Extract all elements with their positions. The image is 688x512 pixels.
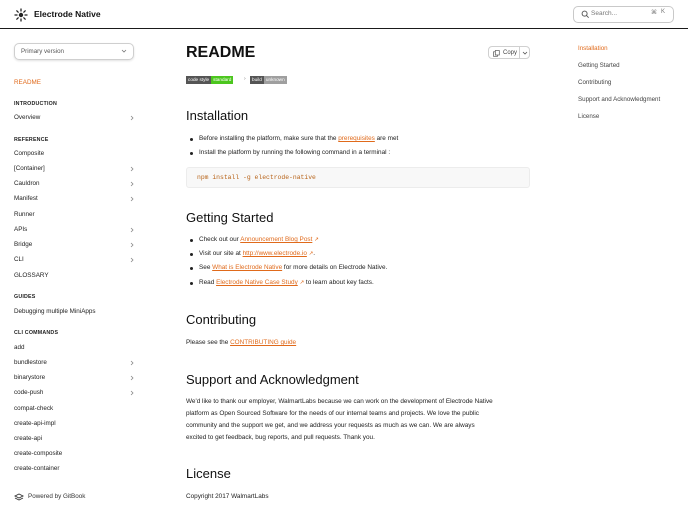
search-input[interactable] [573,6,674,23]
powered-by-gitbook[interactable]: Powered by GitBook [28,493,86,500]
sidebar-item-cauldron[interactable]: Cauldron [14,180,40,187]
badge-right: unknown [265,77,285,82]
page-title: README [186,44,256,61]
bullet-text: Visit our site at [199,250,243,257]
paragraph-line: community and the support we get, and we address your requests as much as we can. We are always [186,422,475,429]
toc-item-license[interactable]: License [578,113,600,120]
copy-divider [519,47,520,58]
bullet-text: are met [374,135,399,142]
chevron-right-icon[interactable] [129,196,135,202]
bullet-text: Install the platform by running the following command in a terminal : [199,149,391,156]
sidebar-item-create-api-impl[interactable]: create-api-impl [14,420,56,427]
sidebar-item-bundlestore[interactable]: bundlestore [14,359,47,366]
chevron-right-icon[interactable] [129,115,135,121]
toc-item-support[interactable]: Support and Acknowledgment [578,96,661,103]
sidebar-item-readme[interactable]: README [14,79,41,86]
badge-left: build [252,77,262,82]
chevron-right-icon[interactable] [129,242,135,248]
bullet-text: Read [199,279,217,286]
sidebar-item-create-api[interactable]: create-api [14,435,43,442]
sidebar-item-cli[interactable]: CLI [14,256,24,263]
list-item [199,279,374,286]
sidebar-item-create-container[interactable]: create-container [14,465,60,472]
badge-separator: › [244,76,246,82]
announcement-blog-link[interactable]: Announcement Blog Post [240,236,313,243]
license-text: Copyright 2017 WalmartLabs [186,493,269,500]
sidebar-item-debugging[interactable]: Debugging multiple MiniApps [14,308,96,315]
electrode-site-link[interactable]: http://www.electrode.io [242,250,307,257]
code-text: npm install -g electrode-native [197,174,316,181]
bullet-text: See [199,264,213,271]
contributing-text [186,337,526,349]
external-link-icon: ↗ [314,237,319,243]
chevron-right-icon[interactable] [129,181,135,187]
list-item [199,135,398,142]
list-item [199,149,390,156]
sidebar-item-binarystore[interactable]: binarystore [14,374,46,381]
badge-code-style[interactable] [186,76,233,84]
sidebar-item-composite[interactable]: Composite [14,150,45,157]
toc-item-getting-started[interactable]: Getting Started [578,62,620,69]
support-paragraph [186,396,526,444]
sidebar-item-code-push[interactable]: code-push [14,389,44,396]
chevron-right-icon[interactable] [129,227,135,233]
code-block[interactable] [186,167,530,188]
top-header [0,0,688,29]
shortcut-mod-key: ⌘ [651,10,657,16]
copy-button[interactable] [488,46,530,59]
gitbook-icon [14,492,24,502]
sidebar-item-container[interactable]: [Container] [14,165,45,172]
section-reference: REFERENCE [14,137,49,143]
badge-left: code style [188,77,210,82]
badge-right: standard [213,77,232,82]
list-item [199,236,319,243]
bullet-text: to learn about key facts. [304,279,374,286]
chevron-right-icon[interactable] [129,375,135,381]
sidebar-item-glossary[interactable]: GLOSSARY [14,272,49,279]
paragraph-text: Please see the [186,339,231,346]
sidebar-item-create-composite[interactable]: create-composite [14,450,63,457]
version-select[interactable] [14,43,134,60]
external-link-icon: ↗ [308,251,314,257]
heading-support: Support and Acknowledgment [186,372,359,387]
section-guides: GUIDES [14,294,36,300]
paragraph-line: excited to get feedback, bug reports, and pull requests. Thank you. [186,434,375,441]
chevron-down-icon[interactable] [522,50,528,56]
sidebar-item-bridge[interactable]: Bridge [14,241,33,248]
section-cli-commands: CLI COMMANDS [14,330,59,336]
bullet-text: Check out our [199,236,241,243]
bullet-text: for more details on Electrode Native. [282,264,388,271]
contributing-guide-link[interactable]: CONTRIBUTING guide [230,339,297,346]
section-introduction: INTRODUCTION [14,101,58,107]
bullet-text: . [313,250,316,257]
shortcut-key: K [661,9,666,15]
chevron-right-icon[interactable] [129,390,135,396]
sidebar-item-compat-check[interactable]: compat-check [14,405,54,412]
list-item [199,250,315,257]
chevron-right-icon[interactable] [129,360,135,366]
sidebar [0,30,150,512]
copy-icon [493,50,500,57]
heading-license: License [186,466,231,481]
copy-label: Copy [503,49,518,56]
brand-name[interactable]: Electrode Native [34,9,101,19]
sidebar-item-runner[interactable]: Runner [14,211,35,218]
heading-installation: Installation [186,108,249,123]
paragraph-line: We'd like to thank our employer, WalmartLabs because we can work on the development of Electrode Native [186,398,493,405]
bullet-text: Before installing the platform, make sure that the [199,135,339,142]
toc-item-contributing[interactable]: Contributing [578,79,612,86]
list-item [199,264,387,271]
what-is-electrode-link[interactable]: What is Electrode Native [212,264,283,271]
case-study-link[interactable]: Electrode Native Case Study [216,279,298,286]
chevron-right-icon[interactable] [129,257,135,263]
badge-build[interactable] [250,76,287,84]
electrode-logo-icon[interactable] [14,8,28,22]
paragraph-line: platform as Open Sourced Software for the needs of our internal teams and projects. We love the public [186,410,479,417]
sidebar-item-add[interactable]: add [14,344,25,351]
search-icon [581,10,590,19]
heading-getting-started: Getting Started [186,210,274,225]
sidebar-item-apis[interactable]: APIs [14,226,28,233]
toc-item-installation[interactable]: Installation [578,45,608,52]
prerequisites-link[interactable]: prerequisites [338,135,375,142]
heading-contributing: Contributing [186,312,257,327]
sidebar-item-overview[interactable]: Overview [14,114,41,121]
version-label: Primary version [21,48,64,55]
chevron-down-icon [121,48,127,54]
sidebar-item-manifest[interactable]: Manifest [14,195,38,202]
sidebar-footer[interactable] [0,484,150,512]
chevron-right-icon[interactable] [129,166,135,172]
external-link-icon: ↗ [299,280,305,286]
search-placeholder: Search... [591,10,618,17]
